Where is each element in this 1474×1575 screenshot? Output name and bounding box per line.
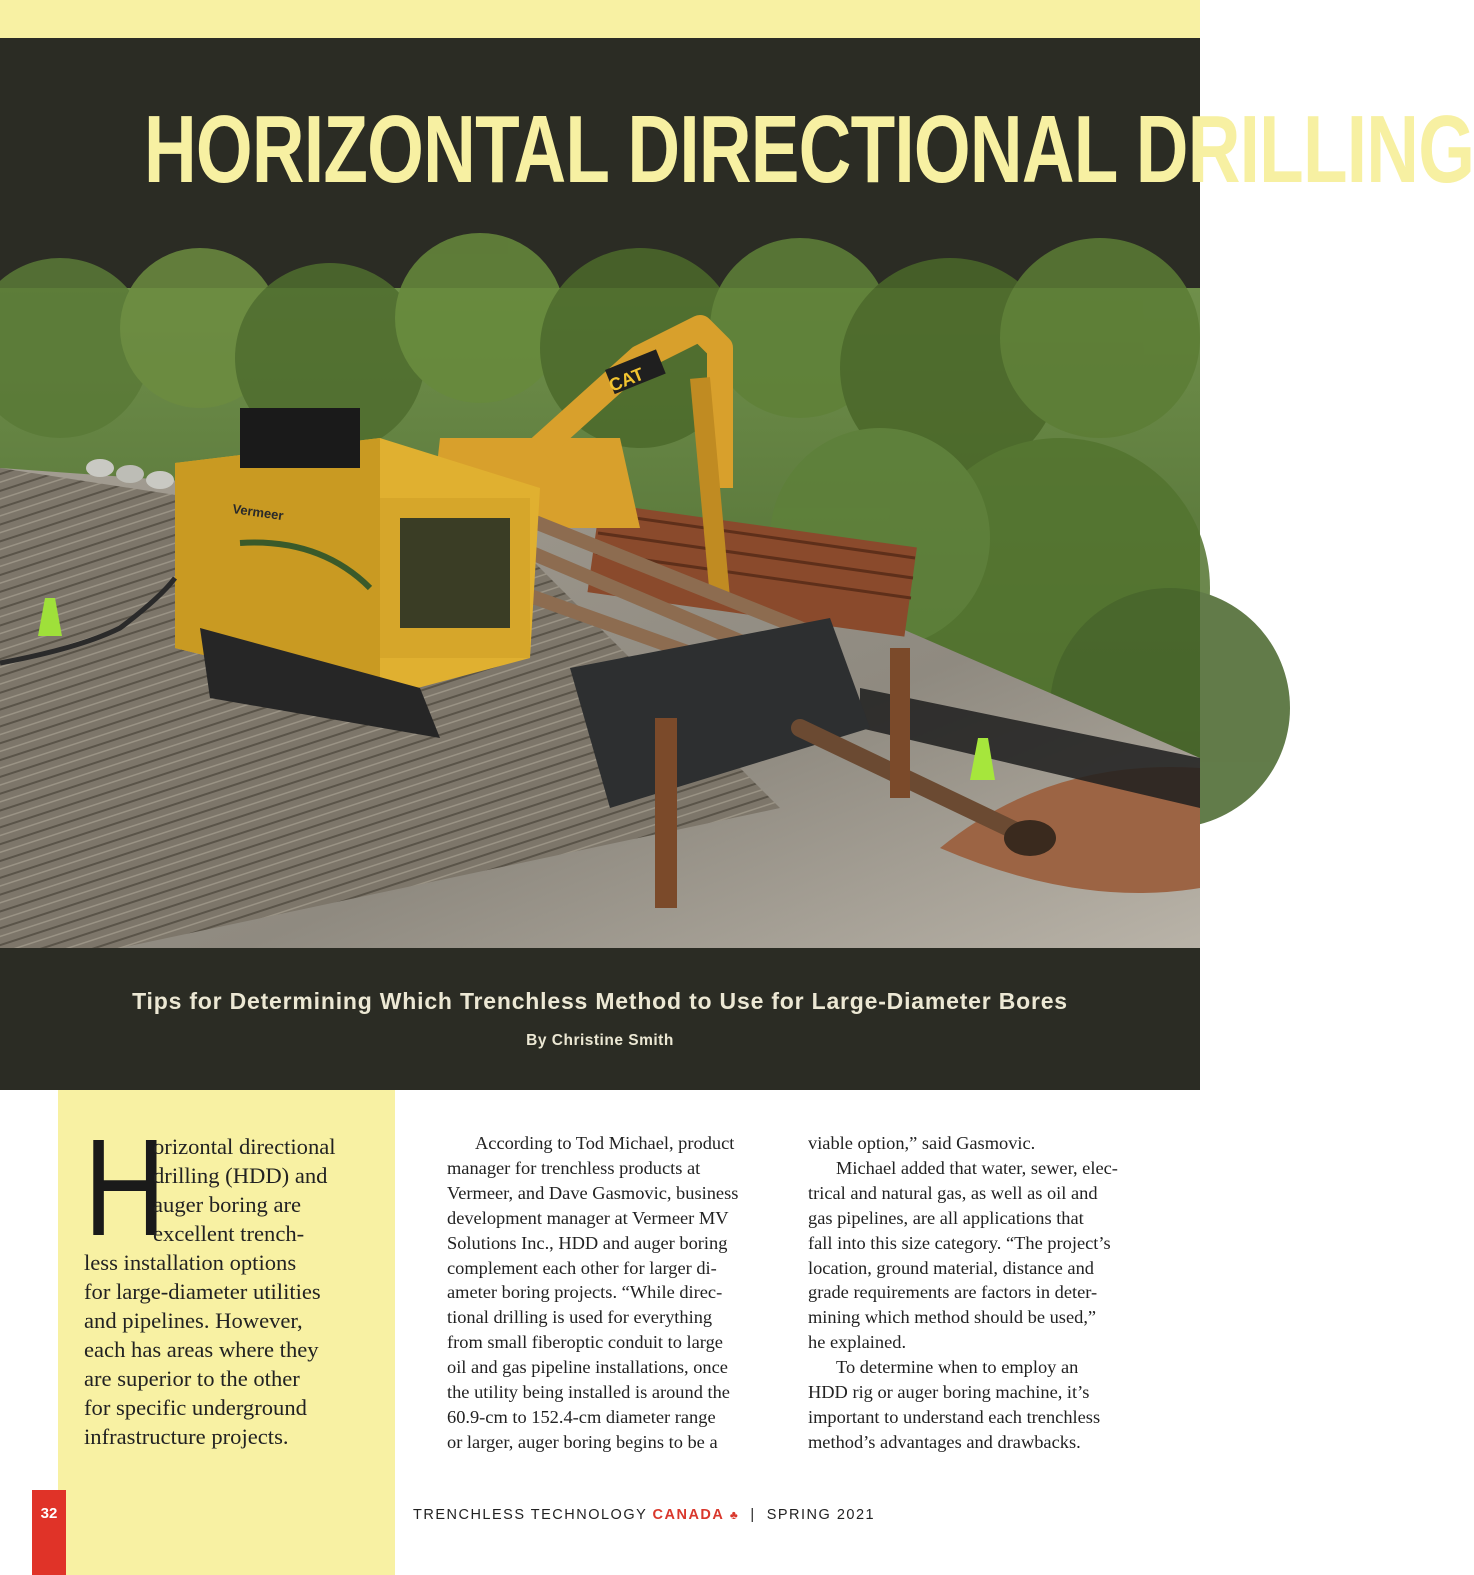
page-title: HORIZONTAL DIRECTIONAL DRILLING xyxy=(144,96,1474,203)
drilling-rig-photo xyxy=(0,288,1200,948)
body-line: tional drilling is used for everything xyxy=(447,1307,713,1328)
body-line: oil and gas pipeline installations, once xyxy=(447,1357,728,1378)
body-line: mining which method should be used,” xyxy=(808,1307,1097,1328)
body-line: complement each other for larger di- xyxy=(447,1257,717,1278)
rig-cab-window xyxy=(400,518,510,628)
subtitle-band xyxy=(0,948,1200,1090)
photo-illustration xyxy=(0,288,1200,948)
body-line: gas pipelines, are all applications that xyxy=(808,1207,1084,1228)
wooden-post xyxy=(655,718,677,908)
intro-line: drilling (HDD) and xyxy=(153,1163,328,1188)
intro-line: each has areas where they xyxy=(84,1337,319,1362)
body-line: fall into this size category. “The project’s xyxy=(808,1232,1111,1253)
body-line: he explained. xyxy=(808,1332,907,1353)
maple-leaf-icon: ♣ xyxy=(729,1508,740,1522)
body-line: trical and natural gas, as well as oil and xyxy=(808,1182,1098,1203)
cat-logo: CAT xyxy=(606,363,647,396)
wooden-post xyxy=(890,648,910,798)
body-line: To determine when to employ an xyxy=(836,1357,1079,1378)
body-line: grade requirements are factors in deter- xyxy=(808,1282,1098,1303)
body-line: from small fiberoptic conduit to large xyxy=(447,1332,723,1353)
body-line: Michael added that water, sewer, elec- xyxy=(836,1157,1118,1178)
body-line: location, ground material, distance and xyxy=(808,1257,1094,1278)
vermeer-logo: Vermeer xyxy=(231,501,285,524)
footer-separator: | xyxy=(750,1507,756,1523)
byline: By Christine Smith xyxy=(526,1032,674,1049)
intro-paragraph xyxy=(84,1132,374,1451)
body-line: development manager at Vermeer MV xyxy=(447,1207,729,1228)
intro-line: are superior to the other xyxy=(84,1366,300,1391)
body-line: 60.9-cm to 152.4-cm diameter range xyxy=(447,1406,716,1427)
body-line: HDD rig or auger boring machine, it’s xyxy=(808,1382,1090,1403)
body-column-2 xyxy=(808,1131,1158,1455)
intro-line: auger boring are xyxy=(153,1192,302,1217)
body-line: viable option,” said Gasmovic. xyxy=(808,1133,1036,1153)
body-line: According to Tod Michael, product xyxy=(475,1133,735,1153)
issue-date: SPRING 2021 xyxy=(766,1507,876,1523)
body-line: method’s advantages and drawbacks. xyxy=(808,1431,1081,1452)
body-line: Vermeer, and Dave Gasmovic, business xyxy=(447,1182,739,1203)
intro-line: for specific underground xyxy=(84,1395,307,1420)
body-line: Solutions Inc., HDD and auger boring xyxy=(447,1232,728,1253)
intro-line: excellent trench- xyxy=(153,1221,305,1246)
body-line: or larger, auger boring begins to be a xyxy=(447,1431,718,1452)
intro-line: infrastructure projects. xyxy=(84,1424,289,1449)
body-line: manager for trenchless products at xyxy=(447,1157,701,1178)
intro-line: and pipelines. However, xyxy=(84,1308,303,1333)
body-line: ameter boring projects. “While direc- xyxy=(447,1282,723,1303)
publication-name: TRENCHLESS TECHNOLOGY xyxy=(413,1507,648,1523)
page-number: 32 xyxy=(32,1490,66,1575)
intro-line: orizontal directional xyxy=(153,1134,336,1159)
intro-line: for large-diameter utilities xyxy=(84,1279,321,1304)
drop-cap: H xyxy=(84,1111,166,1265)
body-line: important to understand each trenchless xyxy=(808,1406,1101,1427)
intro-line: less installation options xyxy=(84,1250,297,1275)
page-footer xyxy=(413,1507,875,1523)
publication-accent: CANADA xyxy=(652,1507,725,1523)
top-color-strip xyxy=(0,0,1200,38)
article-subtitle: Tips for Determining Which Trenchless Method to Use for Large-Diameter Bores xyxy=(132,988,1068,1014)
body-line: the utility being installed is around the xyxy=(447,1382,730,1403)
body-column-1 xyxy=(447,1131,787,1455)
